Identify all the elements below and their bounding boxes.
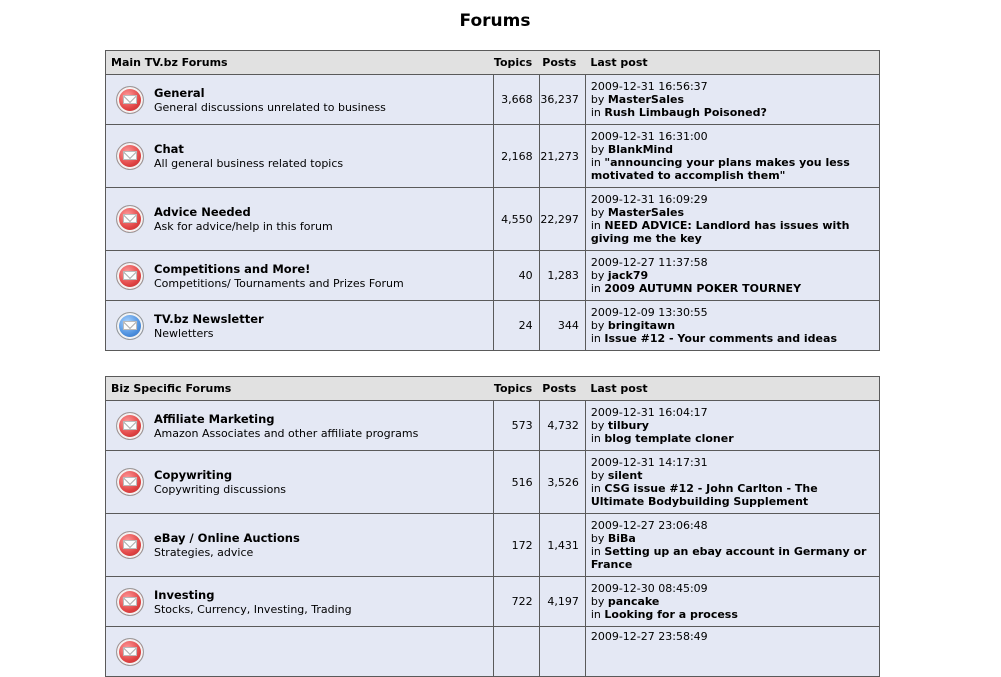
red-envelope-icon	[116, 205, 144, 233]
by-label: by	[590, 93, 605, 106]
last-post-thread[interactable]: 2009 AUTUMN POKER TOURNEY	[604, 282, 802, 295]
in-label: in	[590, 432, 601, 445]
by-label: by	[590, 532, 605, 545]
by-label: by	[590, 419, 605, 432]
topics-count: 172	[493, 514, 539, 577]
forum-row	[106, 577, 880, 627]
last-post-date: 2009-12-31 16:31:00	[590, 130, 708, 143]
forum-description: Copywriting discussions	[154, 483, 287, 496]
forum-link[interactable]: Copywriting	[154, 468, 233, 482]
red-envelope-icon	[116, 468, 144, 496]
red-envelope-icon	[116, 588, 144, 616]
forum-row	[106, 75, 880, 125]
forum-description: Strategies, advice	[154, 546, 254, 559]
in-label: in	[590, 106, 601, 119]
forum-link[interactable]: eBay / Online Auctions	[154, 531, 300, 545]
last-post-user[interactable]: BlankMind	[607, 143, 673, 156]
forum-link[interactable]: General	[154, 85, 205, 100]
forum-row	[106, 451, 880, 514]
last-post-date: 2009-12-31 16:04:17	[590, 406, 708, 419]
topics-header: Topics	[493, 377, 539, 401]
forum-description: All general business related topics	[154, 157, 344, 170]
last-post-date: 2009-12-31 14:17:31	[590, 456, 708, 469]
last-post-date: 2009-12-31 16:09:29	[590, 193, 708, 206]
posts-count: 1,431	[539, 514, 585, 577]
last-post-header: Last post	[585, 377, 879, 401]
posts-count: 3,526	[539, 451, 585, 514]
last-post-date: 2009-12-31 16:56:37	[590, 80, 708, 93]
forum-link[interactable]: Chat	[154, 142, 184, 156]
topics-count: 2,168	[493, 125, 539, 188]
last-post-user[interactable]: BiBa	[607, 532, 636, 545]
by-label: by	[590, 143, 605, 156]
red-envelope-icon	[116, 412, 144, 440]
forum-row	[106, 188, 880, 251]
last-post-user[interactable]: MasterSales	[607, 93, 685, 106]
forum-category-main	[105, 50, 880, 351]
posts-header: Posts	[539, 377, 585, 401]
forum-row	[106, 251, 880, 301]
posts-count: 21,273	[539, 125, 585, 188]
red-envelope-icon	[116, 86, 144, 114]
forum-row	[106, 401, 880, 451]
forum-link[interactable]: Advice Needed	[154, 205, 251, 219]
posts-count: 1,283	[539, 251, 585, 301]
topics-count: 573	[493, 401, 539, 451]
in-label: in	[590, 219, 601, 232]
forum-link[interactable]: Investing	[154, 587, 215, 602]
forum-link[interactable]: Competitions and More!	[154, 261, 311, 276]
last-post-date: 2009-12-27 23:06:48	[590, 519, 708, 532]
posts-count: 344	[539, 301, 585, 351]
red-envelope-icon	[116, 262, 144, 290]
topics-count: 4,550	[493, 188, 539, 251]
last-post-date: 2009-12-30 08:45:09	[590, 582, 708, 595]
posts-count: 22,297	[539, 188, 585, 251]
last-post-thread[interactable]: Looking for a process	[604, 608, 738, 621]
topics-count: 40	[493, 251, 539, 301]
last-post-thread[interactable]: Issue #12 - Your comments and ideas	[604, 332, 837, 345]
forum-row	[106, 301, 880, 351]
category-title: Main TV.bz Forums	[106, 51, 494, 75]
posts-count: 4,732	[539, 401, 585, 451]
forum-description: General discussions unrelated to business	[154, 100, 386, 114]
last-post-thread[interactable]: CSG issue #12 - John Carlton - The Ultimate Bodybuilding Supplement	[590, 482, 818, 508]
category-title: Biz Specific Forums	[106, 377, 494, 401]
in-label: in	[590, 545, 601, 558]
last-post-user[interactable]: bringitawn	[607, 319, 676, 332]
topics-count: 722	[493, 577, 539, 627]
last-post-thread[interactable]: Rush Limbaugh Poisoned?	[604, 106, 767, 119]
last-post-user[interactable]: jack79	[607, 269, 649, 282]
forum-row	[106, 125, 880, 188]
last-post-user[interactable]: MasterSales	[607, 206, 685, 219]
forum-link[interactable]: Affiliate Marketing	[154, 411, 275, 426]
blue-envelope-icon	[116, 312, 144, 340]
last-post-date: 2009-12-09 13:30:55	[590, 306, 708, 319]
forum-row	[106, 514, 880, 577]
last-post-thread[interactable]: blog template cloner	[604, 432, 734, 445]
posts-header: Posts	[539, 51, 585, 75]
last-post-user[interactable]: silent	[607, 469, 643, 482]
last-post-date: 2009-12-27 11:37:58	[590, 256, 708, 269]
forum-description: Ask for advice/help in this forum	[154, 220, 333, 233]
red-envelope-icon	[116, 142, 144, 170]
forum-link[interactable]: TV.bz Newsletter	[154, 311, 264, 326]
forum-description: Stocks, Currency, Investing, Trading	[154, 602, 352, 616]
by-label: by	[590, 469, 605, 482]
by-label: by	[590, 319, 605, 332]
last-post-date: 2009-12-27 23:58:49	[590, 630, 708, 643]
last-post-header: Last post	[585, 51, 879, 75]
in-label: in	[590, 156, 601, 169]
by-label: by	[590, 206, 605, 219]
by-label: by	[590, 595, 605, 608]
topics-count: 3,668	[493, 75, 539, 125]
last-post-user[interactable]: tilbury	[607, 419, 649, 432]
topics-header: Topics	[493, 51, 539, 75]
last-post-user[interactable]: pancake	[607, 595, 660, 608]
red-envelope-icon	[116, 531, 144, 559]
topics-count: 516	[493, 451, 539, 514]
forum-description: Newletters	[154, 326, 214, 340]
by-label: by	[590, 269, 605, 282]
forum-category-biz	[105, 376, 880, 677]
forum-description: Competitions/ Tournaments and Prizes Forum	[154, 276, 404, 290]
in-label: in	[590, 482, 601, 495]
in-label: in	[590, 608, 601, 621]
page-title: Forums	[459, 11, 531, 31]
forum-description: Amazon Associates and other affiliate programs	[154, 426, 419, 440]
in-label: in	[590, 332, 601, 345]
last-post-thread[interactable]: Setting up an ebay account in Germany or France	[590, 545, 867, 571]
last-post-thread[interactable]: NEED ADVICE: Landlord has issues with giving me the key	[590, 219, 850, 245]
last-post-thread[interactable]: "announcing your plans makes you less motivated to accomplish them"	[590, 156, 850, 182]
in-label: in	[590, 282, 601, 295]
topics-count: 24	[493, 301, 539, 351]
posts-count: 36,237	[539, 75, 585, 125]
posts-count: 4,197	[539, 577, 585, 627]
